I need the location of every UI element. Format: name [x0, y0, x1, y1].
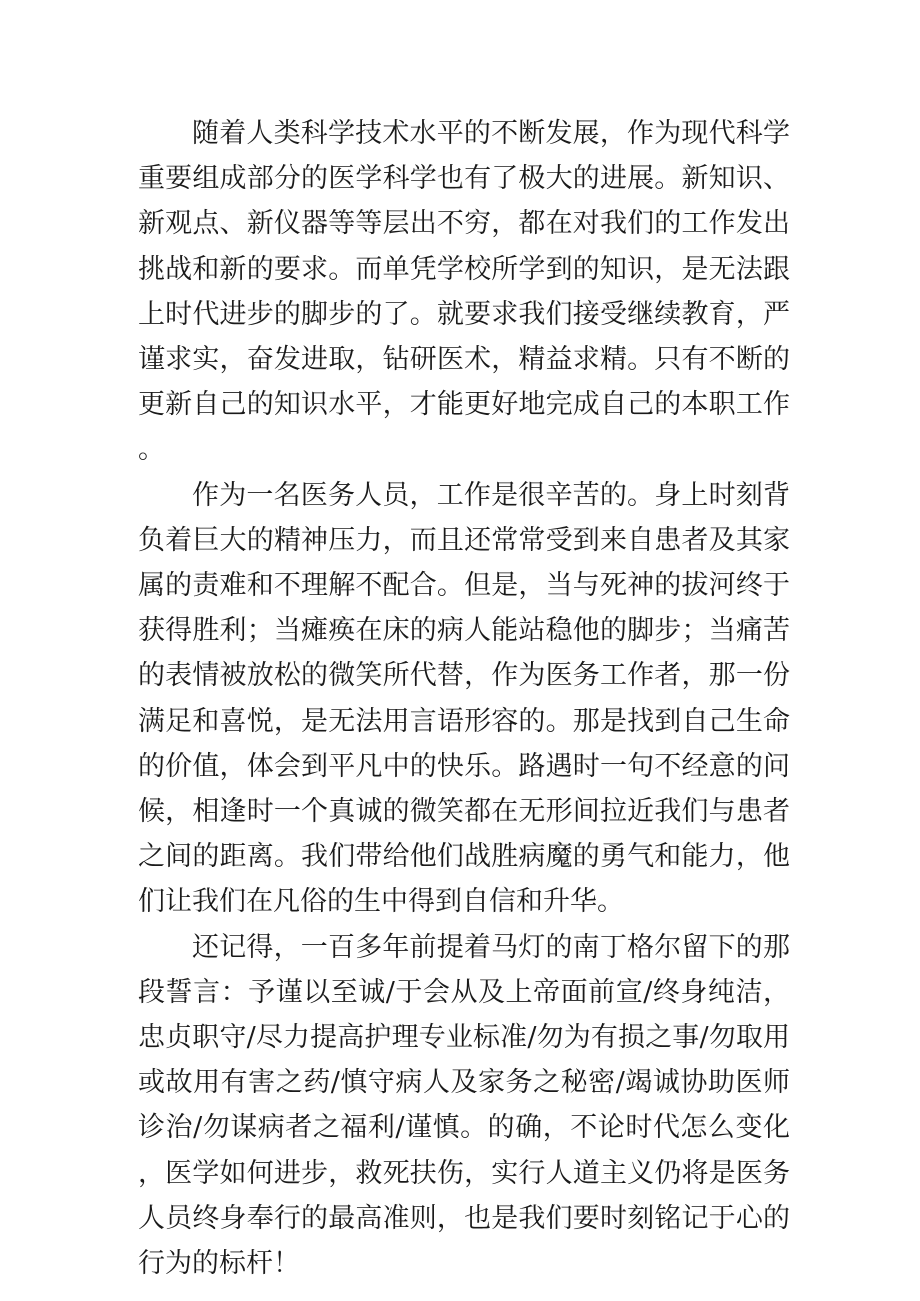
paragraph-3: 还记得，一百多年前提着马灯的南丁格尔留下的那段誓言：予谨以至诚/于会从及上帝面前宣/终身纯洁，忠贞职守/尽力提高护理专业标准/勿为有损之事/勿取用或故用有害之药/慎守病人及家务之秘密/竭诚协助医师诊治/勿谋病者之福利/谨慎。的确，不论时代怎么变化，医学如何进步，救死扶伤，实行人道主义仍将是医务人员终身奉行的最高准则，也是我们要时刻铭记于心的行为的标杆！ — [138, 931, 790, 1280]
paragraph-2: 作为一名医务人员，工作是很辛苦的。身上时刻背负着巨大的精神压力，而且还常常受到来自患者及其家属的责难和不理解不配合。但是，当与死神的拔河终于获得胜利；当瘫痪在床的病人能站稳他的脚步；当痛苦的表情被放松的微笑所代替，作为医务工作者，那一份满足和喜悦，是无法用言语形容的。那是找到自己生命的价值，体会到平凡中的快乐。路遇时一句不经意的问候，相逢时一个真诚的微笑都在无形间拉近我们与患者之间的距离。我们带给他们战胜病魔的勇气和能力，他们让我们在凡俗的生中得到自信和升华。 — [138, 479, 790, 918]
paragraph-1: 随着人类科学技术水平的不断发展，作为现代科学重要组成部分的医学科学也有了极大的进展。新知识、新观点、新仪器等等层出不穷，都在对我们的工作发出挑战和新的要求。而单凭学校所学到的知识，是无法跟上时代进步的脚步的了。就要求我们接受继续教育，严谨求实，奋发进取，钻研医术，精益求精。只有不断的更新自己的知识水平，才能更好地完成自己的本职工作。 — [138, 118, 790, 466]
document-body — [138, 111, 790, 1286]
